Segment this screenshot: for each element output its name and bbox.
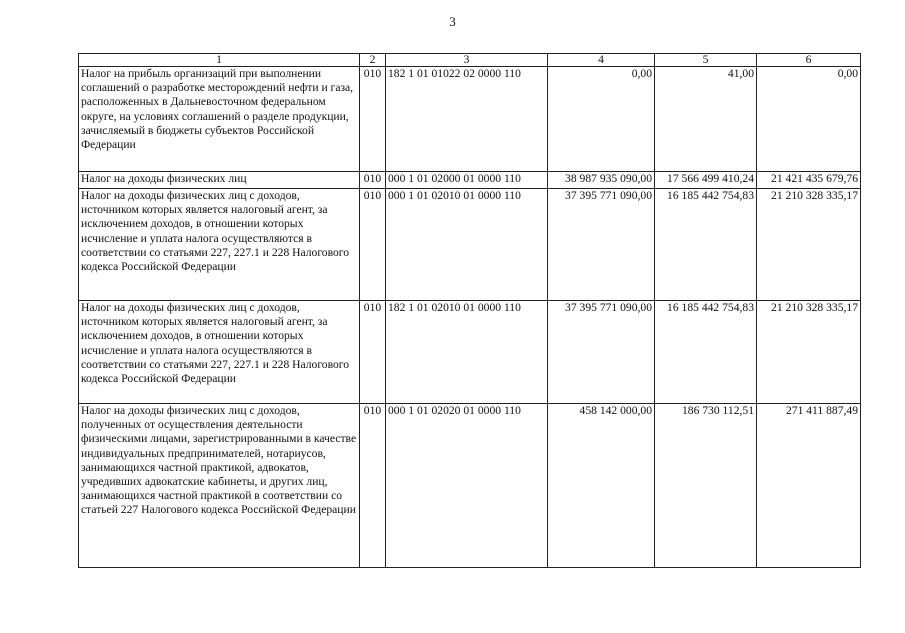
row-value-col5-cell: 17 566 499 410,24	[655, 172, 757, 189]
column-header: 2	[360, 54, 386, 67]
row-value-col5-cell: 16 185 442 754,83	[655, 301, 757, 404]
table-row	[79, 301, 861, 404]
row-name-cell: Налог на прибыль организаций при выполнении соглашений о разработке месторождений нефти и газа, расположенных в Дальневосточном федеральном округе, на условиях соглашений о разделе продукции, зачисляемый в бюджеты субъектов Российской Федерации	[79, 67, 360, 172]
row-budget-code-cell: 000 1 01 02020 01 0000 110	[386, 404, 548, 568]
column-header: 5	[655, 54, 757, 67]
table-row	[79, 404, 861, 568]
row-value-col4-cell: 0,00	[548, 67, 655, 172]
row-value-col4-cell: 38 987 935 090,00	[548, 172, 655, 189]
table-header-row	[79, 54, 861, 67]
table-row	[79, 67, 861, 172]
row-budget-code-cell: 182 1 01 01022 02 0000 110	[386, 67, 548, 172]
row-budget-code-cell: 000 1 01 02000 01 0000 110	[386, 172, 548, 189]
row-value-col4-cell: 37 395 771 090,00	[548, 301, 655, 404]
column-header: 1	[79, 54, 360, 67]
column-header: 4	[548, 54, 655, 67]
row-value-col5-cell: 41,00	[655, 67, 757, 172]
row-name-cell: Налог на доходы физических лиц с доходов, полученных от осуществления деятельности физическими лицами, зарегистрированными в качестве индивидуальных предпринимателей, нотариусов, занимающихся частной практикой, адвокатов, учредивших адвокатские кабинеты, и других лиц, занимающихся частной практикой в соответствии со статьей 227 Налогового кодекса Российской Федерации	[79, 404, 360, 568]
page-number: 3	[449, 14, 456, 29]
row-value-col4-cell: 458 142 000,00	[548, 404, 655, 568]
table-row	[79, 172, 861, 189]
row-value-col6-cell: 21 210 328 335,17	[757, 301, 861, 404]
budget-table	[78, 53, 861, 568]
column-header: 3	[386, 54, 548, 67]
row-budget-code-cell: 000 1 01 02010 01 0000 110	[386, 189, 548, 301]
row-value-col6-cell: 0,00	[757, 67, 861, 172]
row-value-col6-cell: 271 411 887,49	[757, 404, 861, 568]
row-name-cell: Налог на доходы физических лиц с доходов, источником которых является налоговый агент, за исключением доходов, в отношении которых исчисление и уплата налога осуществляются в соответствии со статьями 227, 227.1 и 228 Налогового кодекса Российской Федерации	[79, 301, 360, 404]
row-line-code-cell: 010	[360, 189, 386, 301]
row-budget-code-cell: 182 1 01 02010 01 0000 110	[386, 301, 548, 404]
table-row	[79, 189, 861, 301]
row-value-col6-cell: 21 421 435 679,76	[757, 172, 861, 189]
row-value-col5-cell: 16 185 442 754,83	[655, 189, 757, 301]
row-line-code-cell: 010	[360, 172, 386, 189]
row-value-col5-cell: 186 730 112,51	[655, 404, 757, 568]
row-line-code-cell: 010	[360, 404, 386, 568]
row-name-cell: Налог на доходы физических лиц с доходов, источником которых является налоговый агент, за исключением доходов, в отношении которых исчисление и уплата налога осуществляются в соответствии со статьями 227, 227.1 и 228 Налогового кодекса Российской Федерации	[79, 189, 360, 301]
row-name-cell: Налог на доходы физических лиц	[79, 172, 360, 189]
column-header: 6	[757, 54, 861, 67]
row-line-code-cell: 010	[360, 67, 386, 172]
row-value-col4-cell: 37 395 771 090,00	[548, 189, 655, 301]
row-value-col6-cell: 21 210 328 335,17	[757, 189, 861, 301]
row-line-code-cell: 010	[360, 301, 386, 404]
